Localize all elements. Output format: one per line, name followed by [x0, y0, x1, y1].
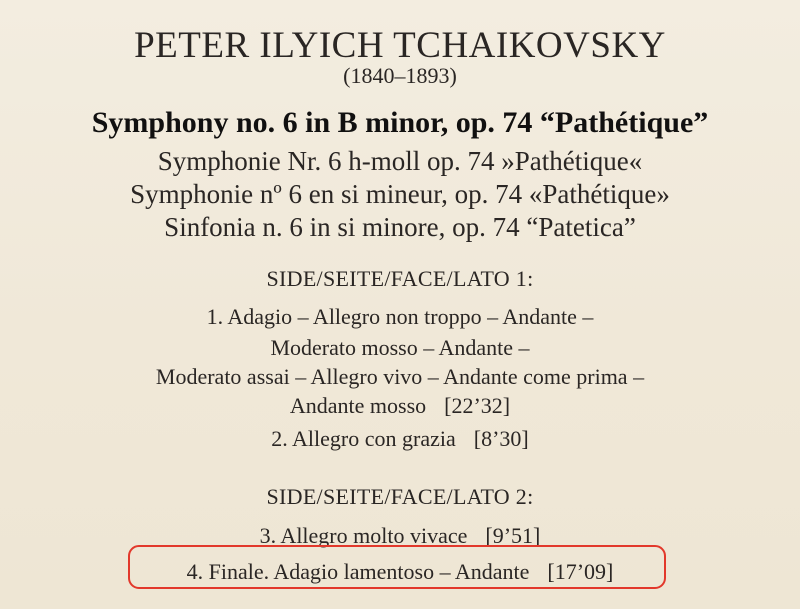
- work-title-german: Symphonie Nr. 6 h-moll op. 74 »Pathétique«: [157, 146, 643, 176]
- side-1-heading: SIDE/SEITE/FACE/LATO 1:: [266, 266, 534, 291]
- side-2-heading: SIDE/SEITE/FACE/LATO 2:: [266, 484, 534, 509]
- track-3-title: 3. Allegro molto vivace: [259, 523, 468, 548]
- track-1-line-2: Moderato mosso – Andante –: [270, 335, 530, 360]
- track-1-line-4-text: Andante mosso: [289, 393, 427, 418]
- track-1-line-4: [0, 395, 800, 417]
- track-3-duration: [9’51]: [485, 523, 541, 548]
- composer-dates: (1840–1893): [343, 63, 457, 88]
- track-4: [0, 561, 800, 583]
- work-title-english: Symphony no. 6 in B minor, op. 74 “Pathétique”: [91, 106, 709, 139]
- work-title-french: Symphonie nº 6 en si mineur, op. 74 «Pathétique»: [130, 179, 670, 209]
- track-1-duration: [22’32]: [444, 393, 511, 418]
- track-4-title: 4. Finale. Adagio lamentoso – Andante: [186, 559, 530, 584]
- track-1-line-1: 1. Adagio – Allegro non troppo – Andante –: [206, 304, 594, 329]
- track-2: [0, 428, 800, 450]
- track-4-duration: [17’09]: [547, 559, 614, 584]
- track-2-title: 2. Allegro con grazia: [271, 426, 456, 451]
- composer-name: PETER ILYICH TCHAIKOVSKY: [134, 25, 666, 66]
- track-1-line-3: Moderato assai – Allegro vivo – Andante come prima –: [155, 364, 645, 389]
- track-3: [0, 525, 800, 547]
- track-2-duration: [8’30]: [473, 426, 529, 451]
- work-title-italian: Sinfonia n. 6 in si minore, op. 74 “Patetica”: [164, 212, 636, 242]
